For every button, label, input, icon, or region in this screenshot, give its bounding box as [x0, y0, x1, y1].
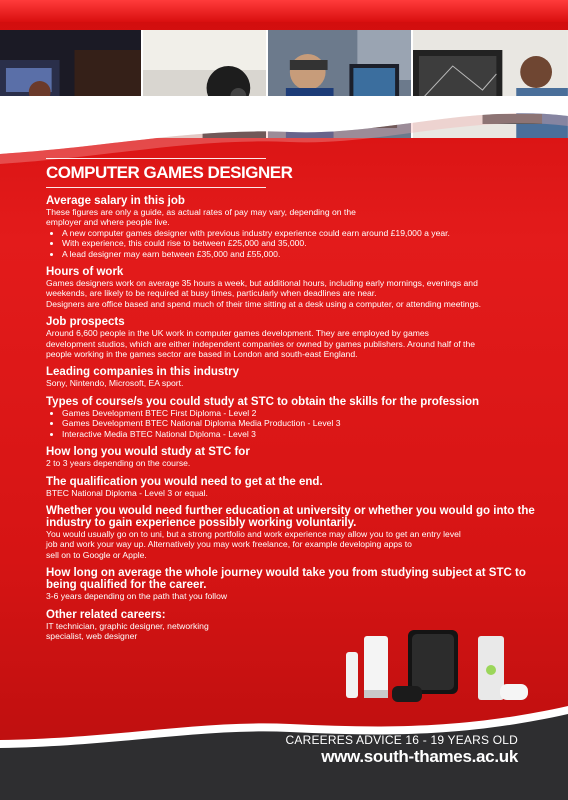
section-text-line: 3-6 years depending on the path that you follow: [46, 591, 228, 602]
white-wave-divider: [0, 96, 568, 166]
section-heading: How long you would study at STC for: [46, 446, 250, 459]
section-text-line: specialist, web designer: [46, 630, 138, 641]
section-text-line: These figures are only a guide, as actual rates of pay may vary, depending on the: [46, 207, 356, 217]
bullet-item: • A lead designer may earn between £35,000 and £55,000.: [62, 249, 536, 259]
section-text-line: BTEC National Diploma - Level 3 or equal.: [46, 487, 208, 498]
section-text-line: development studios, which are either independent companies or owned by games publishers. Around half of the: [46, 338, 475, 349]
section-text-line: 2 to 3 years depending on the course.: [46, 458, 191, 469]
section-heading: The qualification you would need to get at the end.: [46, 475, 323, 488]
section-heading: Types of course/s you could study at STC to obtain the skills for the profession: [46, 395, 480, 408]
section-text-line: sell on to Google or Apple.: [46, 549, 147, 560]
section-text-line: employer and where people live.: [46, 217, 170, 228]
section-heading: Other related careers:: [46, 608, 166, 621]
section-heading: How long on average the whole journey would take you from studying subject at STC to being qualified for the career.: [46, 567, 526, 592]
bullet-item: • Games Development BTEC First Diploma - Level 2: [62, 408, 536, 418]
top-red-band: [0, 0, 568, 22]
section-2: [46, 316, 536, 359]
title-rule-bottom: [46, 187, 266, 188]
page-title: COMPUTER GAMES DESIGNER: [46, 163, 293, 182]
bullet-list: [46, 228, 536, 259]
section-text-line: Around 6,600 people in the UK work in computer games development. They are employed by games: [46, 328, 429, 339]
section-text-line: Designers are office based and spend much of their time sitting at a desk using a computer, or attending meetings.: [46, 298, 482, 309]
bullet-item: • A new computer games designer with previous industry experience could earn around £19,000 a year.: [62, 228, 536, 238]
section-text-line: IT technician, graphic designer, networking: [46, 620, 209, 631]
footer-text: [286, 733, 518, 767]
section-text-line: people working in the games sector are based in London and south-east England.: [46, 349, 358, 360]
section-0: [46, 195, 536, 259]
title-rule-top: [46, 158, 266, 159]
bullet-item: • With experience, this could rise to between £25,000 and 35,000.: [62, 238, 536, 248]
section-heading: Hours of work: [46, 266, 124, 279]
wii-remote-icon: [346, 652, 358, 698]
section-text-line: Sony, Nintendo, Microsoft, EA sport.: [46, 378, 184, 389]
section-7: [46, 505, 536, 560]
section-heading: Leading companies in this industry: [46, 366, 239, 379]
section-text-line: Games designers work on average 35 hours a week, but additional hours, including early mornings, evenings and: [46, 278, 478, 289]
footer-tagline: CAREERES ADVICE 16 - 19 YEARS OLD: [285, 733, 518, 747]
main-content: [46, 158, 536, 641]
section-list: [46, 195, 536, 641]
section-heading: Job prospects: [46, 316, 125, 329]
games-consoles-illustration: [342, 630, 532, 710]
section-6: [46, 476, 536, 498]
bullet-item: • Interactive Media BTEC National Diploma - Level 3: [62, 429, 536, 439]
section-8: [46, 567, 536, 601]
section-3: [46, 366, 536, 388]
website-link[interactable]: www.south-thames.ac.uk: [321, 747, 518, 766]
xbox-controller-icon: [500, 684, 528, 700]
section-text-line: job and work your way up. Alternatively you may work freelance, for example developing apps to: [46, 539, 412, 550]
wii-console-icon: [364, 636, 388, 698]
section-5: [46, 446, 536, 468]
section-1: [46, 266, 536, 309]
section-heading: Whether you would need further education at university or whether you would go into the industry to gain experience possibly working voluntarily.: [46, 504, 535, 529]
section-heading: Average salary in this job: [46, 195, 185, 207]
section-text-line: weekends, are likely to be required at busy times, particularly when deadlines are near.: [46, 288, 377, 299]
bullet-item: • Games Development BTEC National Diploma Media Production - Level 3: [62, 418, 536, 428]
section-text-line: You would usually go on to uni, but a strong portfolio and work experience may allow you to get an entry level: [46, 528, 461, 539]
bullet-list: [46, 408, 536, 439]
section-4: [46, 396, 536, 439]
